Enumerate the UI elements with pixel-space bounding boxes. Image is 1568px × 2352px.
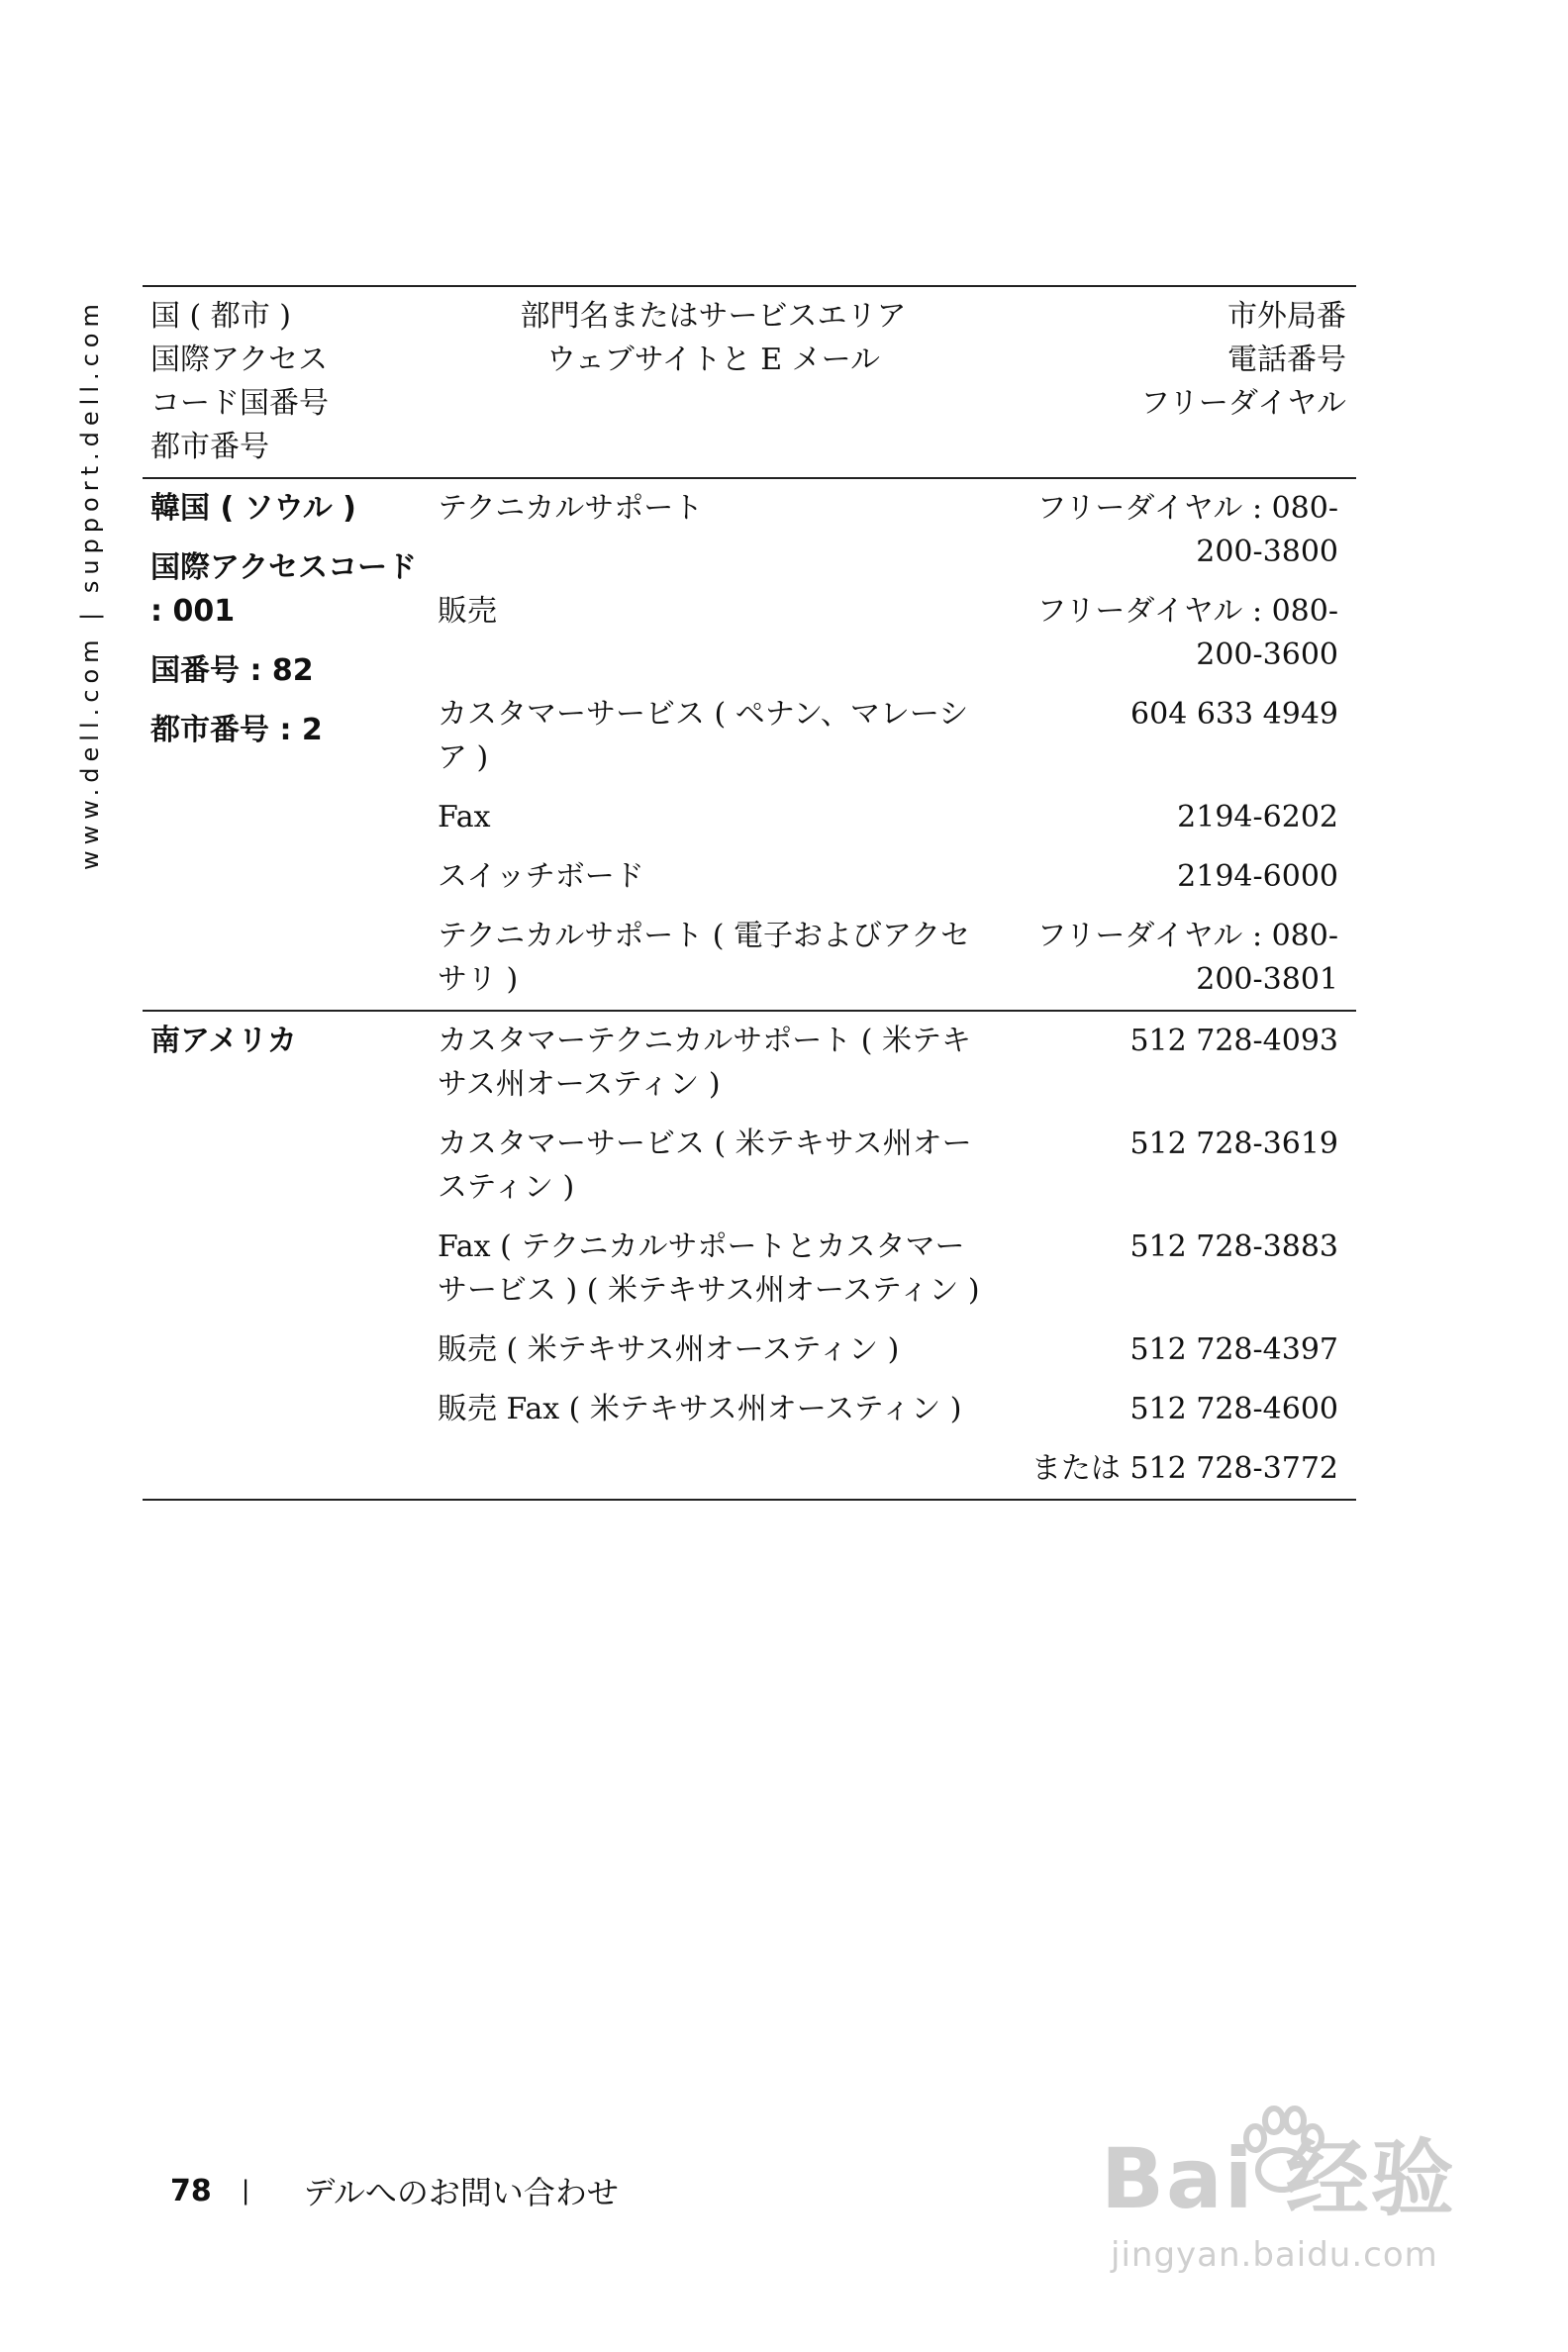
group-korea [143,478,1356,1011]
phone-number: 512 728-3619 [1129,1127,1338,1161]
page-footer [170,2166,619,2215]
service-cell: スイッチボード [438,859,644,894]
baidu-watermark [1101,2099,1517,2297]
service-cell: Fax ( テクニカルサポートとカスタマーサービス ) ( 米テキサス州オースティン ) [438,1229,980,1308]
footer-title: デルへのお問い合わせ [303,2174,619,2211]
region-cell [143,478,430,1011]
header-country-line: 都市番号 [150,430,269,464]
header-service [430,286,999,478]
header-country-line: コード国番号 [150,386,329,421]
header-number [999,286,1356,478]
service-cell: テクニカルサポート ( 電子およびアクセサリ ) [438,919,971,997]
phone-number: フリーダイヤル : 080-200-3600 [1036,594,1338,672]
service-cell: カスタマーサービス ( 米テキサス州オースティン ) [438,1127,972,1205]
service-cell: カスタマーサービス ( ペナン、マレーシア ) [438,697,969,775]
service-cell: 販売 ( 米テキサス州オースティン ) [438,1332,900,1367]
table-row [143,478,1356,582]
table-header-row [143,286,1356,478]
phone-number: 512 728-4397 [1129,1332,1338,1367]
header-country [143,286,430,478]
group-south-america [143,1011,1356,1500]
footer-separator: | [241,2176,250,2205]
service-cell: テクニカルサポート [438,491,704,526]
region-country-code: 国番号 : 82 [150,653,314,688]
header-number-line: 市外局番 [1227,299,1346,334]
phone-number: 604 633 4949 [1130,697,1338,732]
page-number: 78 [170,2173,212,2208]
phone-number: 512 728-3883 [1129,1229,1338,1264]
region-access-code: 国際アクセスコード : 001 [150,550,418,629]
phone-number: 512 728-4093 [1129,1024,1338,1058]
header-number-line: 電話番号 [1227,343,1346,377]
paw-icon [1227,2099,1336,2207]
header-service-line: ウェブサイトと E メール [545,343,881,377]
header-country-line: 国 ( 都市 ) [150,299,292,334]
region-city-code: 都市番号 : 2 [150,713,323,747]
service-cell: 販売 [438,594,497,629]
region-name: 南アメリカ [150,1024,297,1058]
sidebar-url: www.dell.com | support.dell.com [76,298,104,870]
table-row [143,1011,1356,1115]
phone-number: 2194-6000 [1177,859,1338,894]
region-cell [143,1011,430,1500]
service-cell: カスタマーテクニカルサポート ( 米テキサス州オースティン ) [438,1024,971,1102]
phone-number: フリーダイヤル : 080-200-3801 [1036,919,1338,997]
service-cell: 販売 Fax ( 米テキサス州オースティン ) [438,1392,962,1426]
service-cell: Fax [438,800,491,834]
watermark-logo: Bai 经验 [1101,2130,1456,2227]
header-number-line: フリーダイヤル [1140,386,1346,421]
phone-number: フリーダイヤル : 080-200-3800 [1036,491,1338,569]
phone-number: 2194-6202 [1177,800,1338,834]
region-name: 韓国 ( ソウル ) [150,491,356,526]
header-service-line: 部門名またはサービスエリア [520,299,907,334]
header-country-line: 国際アクセス [150,343,329,377]
phone-number: 512 728-4600 [1129,1392,1338,1426]
phone-number: または 512 728-3772 [1030,1451,1338,1486]
contact-table [143,285,1356,1501]
watermark-url: jingyan.baidu.com [1111,2235,1438,2275]
